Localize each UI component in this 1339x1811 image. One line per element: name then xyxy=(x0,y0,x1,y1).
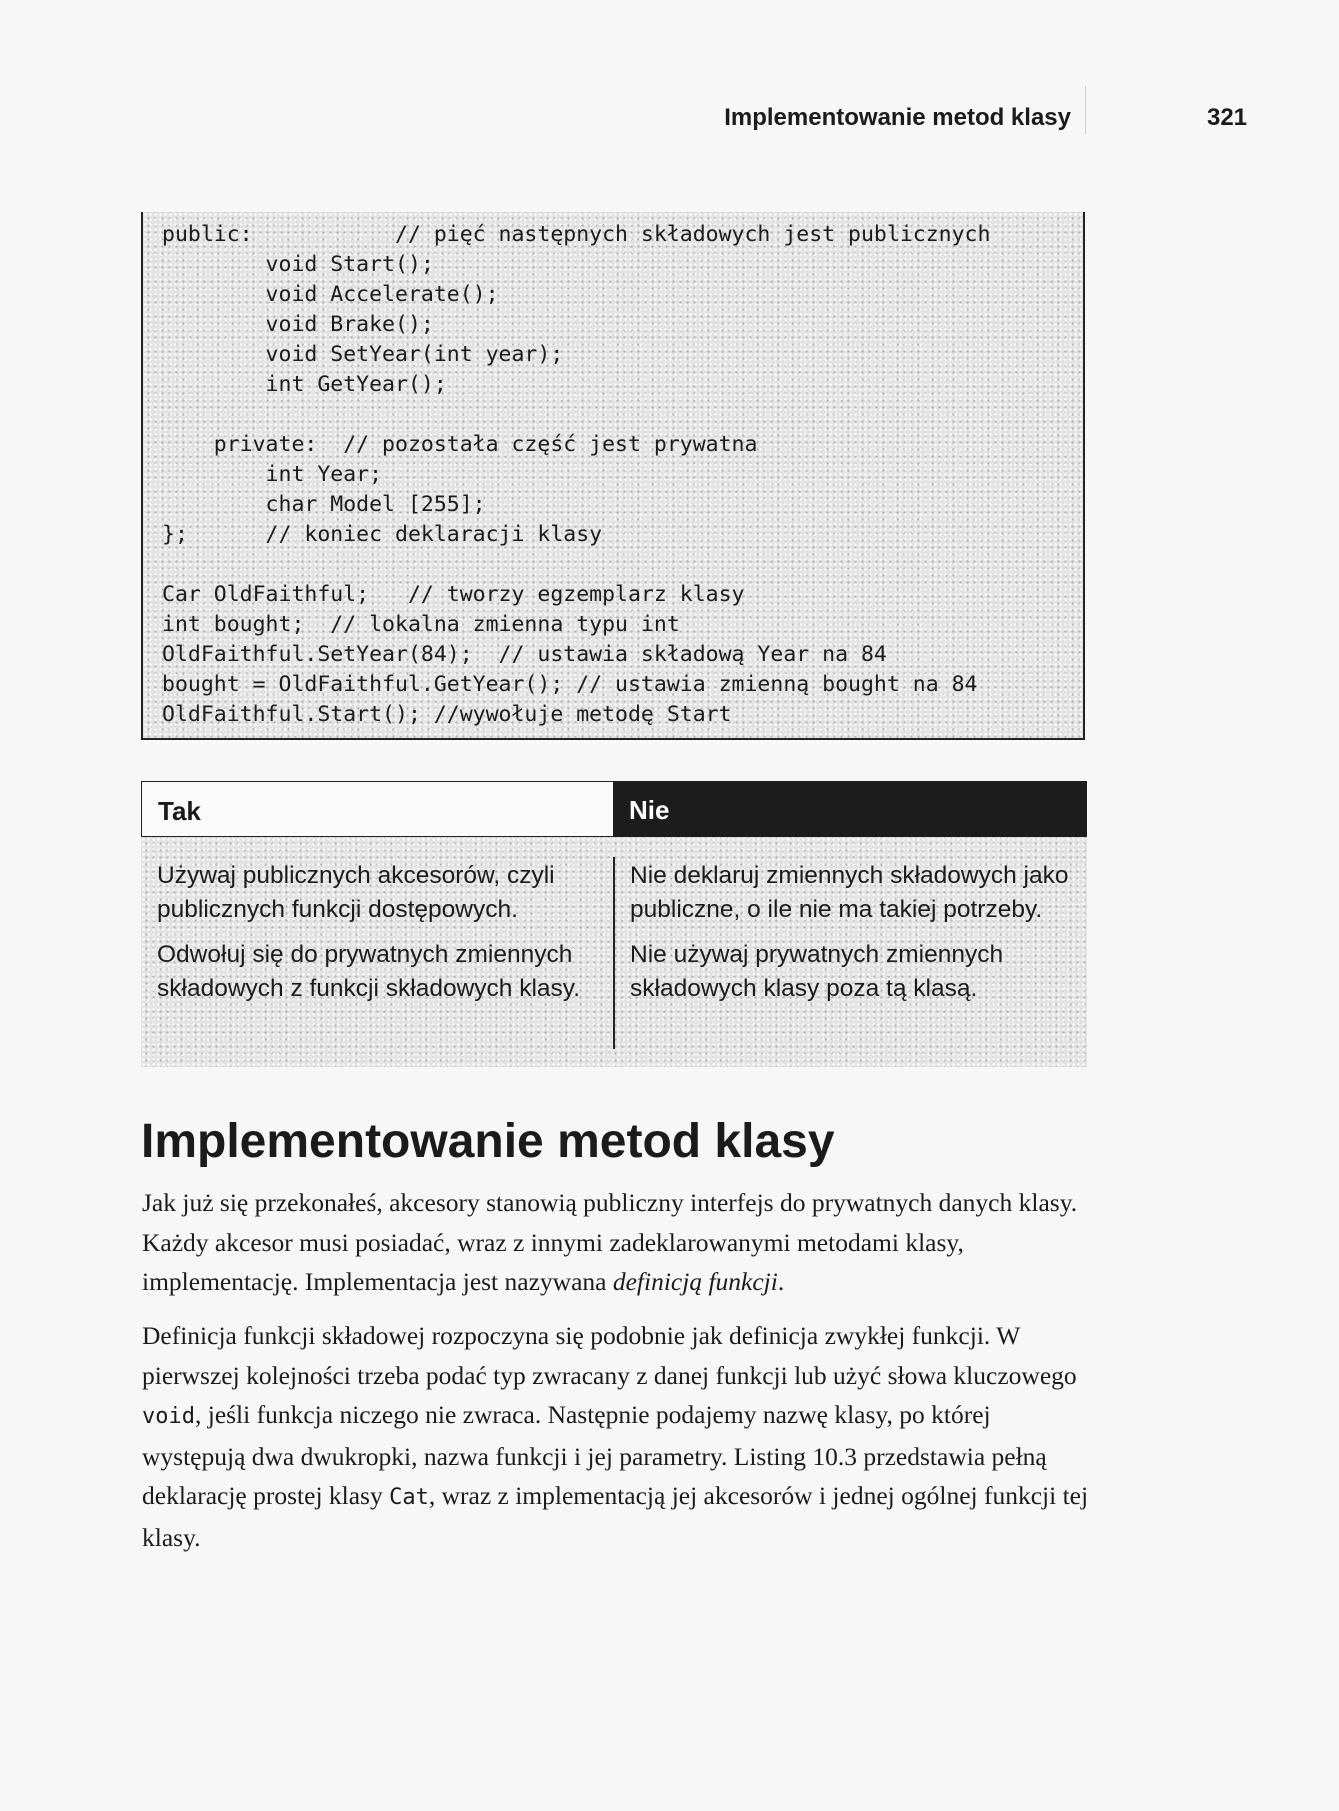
header-divider xyxy=(1085,86,1086,134)
do-item: Odwołuj się do prywatnych zmiennych składowych z funkcji składowych klasy. xyxy=(157,941,581,1002)
body-paragraph xyxy=(142,1316,1092,1557)
dont-item: Nie używaj prywatnych zmiennych składowych klasy poza tą klasą. xyxy=(630,941,1004,1002)
emphasis-term: definicją funkcji xyxy=(612,1267,778,1296)
dos-donts-table xyxy=(141,837,1087,1067)
text-run: , jeśli funkcja niczego nie zwraca. Następnie podajemy nazwę klasy, po której występują dwa dwukropki, nazwa funkcji i jej parametry. Listing 10.3 przedstawia pełną deklarację prostej klasy xyxy=(142,1400,1047,1510)
dont-item: Nie deklaruj zmiennych składowych jako publiczne, o ile nie ma takiej potrzeby. xyxy=(630,862,1069,923)
do-item: Używaj publicznych akcesorów, czyli publicznych funkcji dostępowych. xyxy=(157,862,555,923)
code-line: void Brake(); xyxy=(162,312,434,337)
text-run: Jak już się przekonałeś, akcesory stanowią publiczny interfejs do prywatnych danych klasy. Każdy akcesor musi posiadać, wraz z innymi zadeklarowanymi metodami klasy, implementację. Implementacja jest nazywana xyxy=(142,1188,1078,1296)
code-line: void Start(); xyxy=(162,252,434,277)
code-line: private: // pozostała część jest prywatna xyxy=(162,432,758,457)
code-line: int Year; xyxy=(162,462,383,487)
code-line: int bought; // lokalna zmienna typu int xyxy=(162,612,680,637)
code-line: int GetYear(); xyxy=(162,372,447,397)
text-run: , wraz z implementacją jej akcesorów i jednej ogólnej funkcji tej klasy. xyxy=(142,1481,1089,1552)
code-line: bought = OldFaithful.GetYear(); // ustawia zmienną bought na 84 xyxy=(162,672,978,697)
dos-header xyxy=(141,781,614,837)
text-run: Definicja funkcji składowej rozpoczyna się podobnie jak definicja zwykłej funkcji. W pierwszej kolejności trzeba podać typ zwracany z danej funkcji lub użyć słowa kluczowego xyxy=(142,1321,1077,1390)
code-line: }; // koniec deklaracji klasy xyxy=(162,522,603,547)
code-line: public: // pięć następnych składowych jest publicznych xyxy=(162,222,991,247)
donts-header xyxy=(613,781,1087,837)
inline-code: void xyxy=(142,1404,195,1429)
code-line: void Accelerate(); xyxy=(162,282,499,307)
page-number: 321 xyxy=(1206,104,1248,131)
dos-column xyxy=(157,859,597,1017)
body-paragraph xyxy=(142,1183,1092,1302)
code-line: Car OldFaithful; // tworzy egzemplarz klasy xyxy=(162,582,745,607)
code-listing xyxy=(141,212,1085,740)
running-head-title: Implementowanie metod klasy xyxy=(724,104,1071,131)
code-line: OldFaithful.SetYear(84); // ustawia składową Year na 84 xyxy=(162,642,887,667)
dos-header-label: Tak xyxy=(158,796,201,826)
text-run: . xyxy=(777,1267,785,1296)
donts-column xyxy=(630,859,1070,1017)
inline-code: Cat xyxy=(389,1485,429,1510)
section-heading: Implementowanie metod klasy xyxy=(141,1115,835,1168)
column-divider xyxy=(613,857,615,1049)
donts-header-label: Nie xyxy=(629,795,670,825)
code-line: OldFaithful.Start(); //wywołuje metodę Start xyxy=(162,702,732,727)
code-line: void SetYear(int year); xyxy=(162,342,564,367)
code-line: char Model [255]; xyxy=(162,492,486,517)
